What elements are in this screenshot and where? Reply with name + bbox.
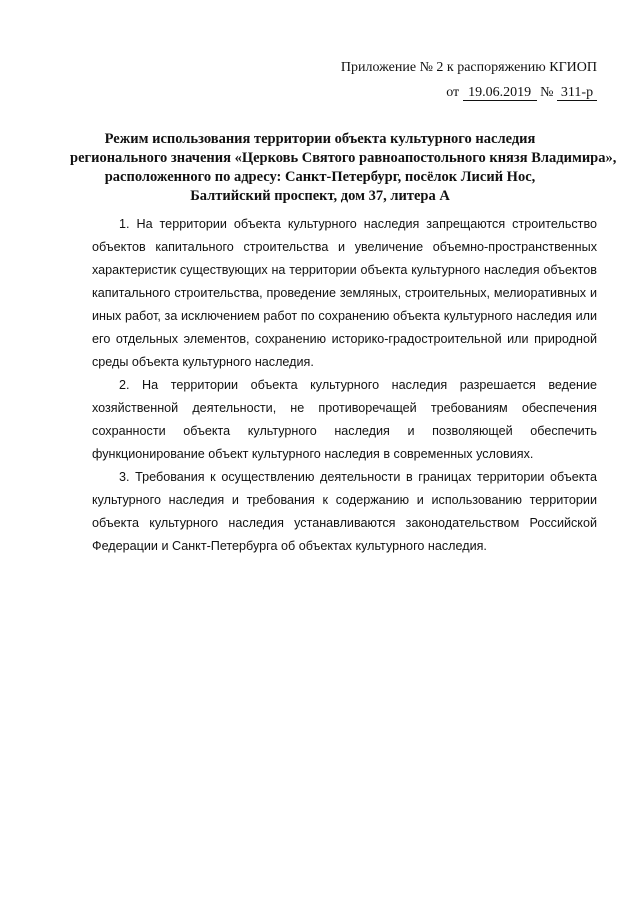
paragraph-1: 1. На территории объекта культурного наследия запрещаются строительство объектов капитального строительства и увеличение объемно-пространственных характеристик существующих на территории объекта культурного наследия объектов капитального строительства, проведение земляных, строительных, мелиоративных и иных работ, за исключением работ по сохранению объекта культурного наследия или его отдельных элементов, сохранению историко-градостроительной или природной среды объекта культурного наследия. [92, 217, 597, 369]
title-line: Режим использования территории объекта культурного наследия [104, 131, 536, 147]
document-body [92, 213, 597, 558]
title-line: расположенного по адресу: Санкт-Петербург, посёлок Лисий Нос, [104, 169, 536, 185]
document-title [70, 130, 617, 206]
from-label: от [446, 85, 460, 100]
number-label: № [540, 85, 554, 100]
title-line: Балтийский проспект, дом 37, литера А [190, 188, 450, 204]
title-line: регионального значения «Церковь Святого равноапостольного князя Владимира», [70, 150, 617, 166]
order-number: 311-р [557, 85, 597, 101]
order-date: 19.06.2019 [463, 85, 537, 101]
paragraph-3: 3. Требования к осуществлению деятельности в границах территории объекта культурного наследия и требования к содержанию и использованию территории объекта культурного наследия устанавливаются законодательством Российской Федерации и Санкт-Петербурга об объектах культурного наследия. [92, 470, 597, 553]
paragraph-2: 2. На территории объекта культурного наследия разрешается ведение хозяйственной деятельности, не противоречащей требованиям обеспечения сохранности объекта культурного наследия и позволяющей обеспечить функционирование объект культурного наследия в современных условиях. [92, 378, 597, 461]
order-reference [237, 82, 597, 104]
appendix-header [237, 57, 597, 104]
appendix-line: Приложение № 2 к распоряжению КГИОП [340, 60, 597, 75]
